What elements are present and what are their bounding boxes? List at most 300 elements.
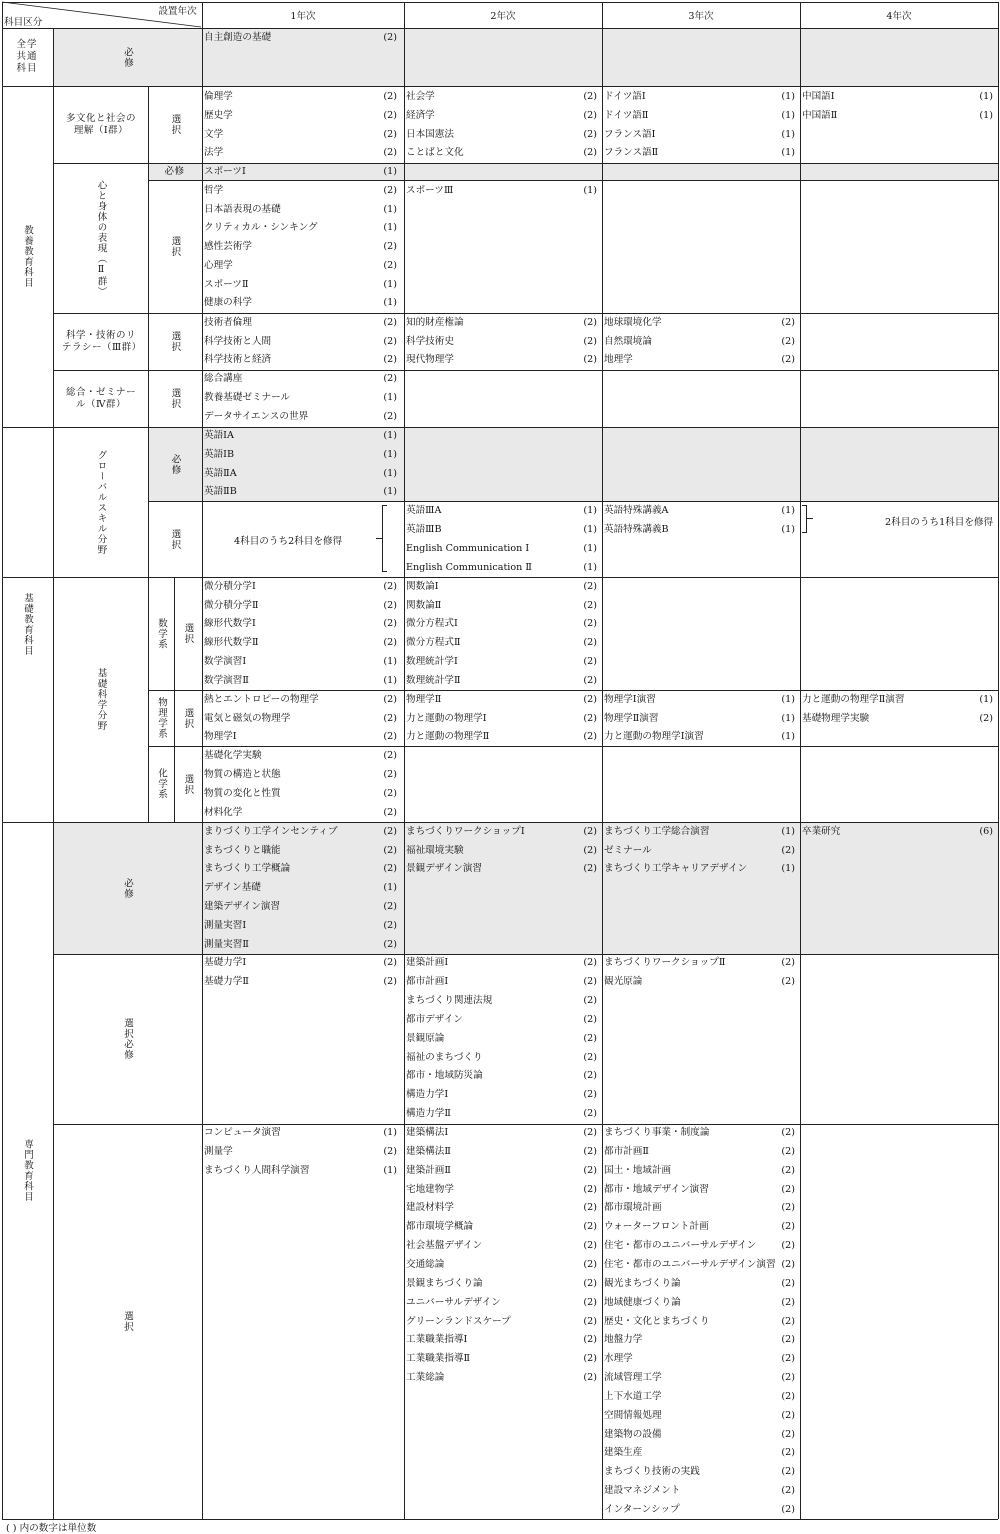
course-name: 社会基盤デザイン (406, 1240, 483, 1251)
course-credit: (2) (583, 1372, 597, 1383)
course-name: 観光原論 (604, 976, 643, 987)
course-name: まりづくり工学インセンティブ (204, 826, 338, 837)
course-credit: (2) (583, 675, 597, 686)
course-name: 測量学 (204, 1146, 233, 1157)
course-name: 基礎力学Ⅱ (204, 976, 249, 987)
english-y4-note: 2科目のうち1科目を修得 (885, 517, 994, 528)
course-credit: (1) (383, 204, 397, 215)
required-bg (148, 163, 998, 180)
course-credit: (2) (583, 863, 597, 874)
course-name: データサイエンスの世界 (204, 411, 309, 422)
year-header-2: 2年次 (490, 11, 516, 22)
group-4: 総合・ゼミナール（Ⅳ群） (65, 386, 136, 410)
course-name: 上下水道工学 (604, 1391, 662, 1402)
course-name: 線形代数学Ⅰ (204, 618, 256, 629)
grid-line (800, 2, 801, 1519)
course-name: 福祉のまちづくり (406, 1052, 483, 1063)
course-credit: (2) (583, 995, 597, 1006)
grid-line (53, 163, 998, 164)
course-credit: (2) (383, 957, 397, 968)
course-credit: (2) (583, 354, 597, 365)
category-kiso: 基礎教育科目 (21, 593, 33, 656)
grid-line (53, 954, 998, 955)
course-credit: (2) (781, 1485, 795, 1496)
course-credit: (2) (383, 694, 397, 705)
course-name: 都市・地域防災論 (406, 1070, 483, 1081)
course-name: 総合講座 (204, 373, 243, 384)
course-credit: (1) (383, 1165, 397, 1176)
grid-line (602, 2, 603, 1519)
course-name: ユニバーサルデザイン (406, 1297, 501, 1308)
course-credit: (2) (583, 600, 597, 611)
course-name: 水理学 (604, 1353, 633, 1364)
course-name: 微分積分学Ⅰ (204, 581, 256, 592)
course-credit: (1) (383, 656, 397, 667)
group-global: グローバルスキル分野 (95, 449, 107, 555)
course-credit: (2) (583, 1127, 597, 1138)
course-credit: (1) (383, 279, 397, 290)
english-y1-note: 4科目のうち2科目を修得 (234, 536, 343, 547)
course-name: 景観原論 (406, 1033, 445, 1044)
course-name: 日本語表現の基礎 (204, 204, 281, 215)
course-name: 科学技術と経済 (204, 354, 272, 365)
course-credit: (2) (781, 1429, 795, 1440)
course-credit: (2) (583, 1202, 597, 1213)
course-credit: (2) (583, 731, 597, 742)
course-credit: (2) (583, 1259, 597, 1270)
bracket (382, 505, 387, 572)
course-name: 英語ⅡA (204, 468, 237, 479)
course-name: ことばと文化 (406, 147, 464, 158)
course-name: ウォーターフロント計画 (604, 1221, 709, 1232)
course-credit: (2) (583, 91, 597, 102)
category-senmon: 専門教育科目 (21, 1139, 33, 1202)
course-name: 建築計画Ⅰ (406, 957, 449, 968)
course-name: 構造力学Ⅱ (406, 1108, 451, 1119)
course-credit: (2) (781, 1297, 795, 1308)
course-name: まちづくりと職能 (204, 845, 281, 856)
course-credit: (2) (383, 807, 397, 818)
course-name: 倫理学 (204, 91, 233, 102)
course-credit: (1) (383, 882, 397, 893)
course-credit: (2) (383, 920, 397, 931)
course-credit: (1) (781, 91, 795, 102)
course-name: 社会学 (406, 91, 435, 102)
course-name: 中国語Ⅰ (802, 91, 835, 102)
course-credit: (2) (781, 1466, 795, 1477)
bracket-tick (807, 518, 813, 519)
course-credit: (1) (979, 110, 993, 121)
course-name: 英語ⅡB (204, 486, 237, 497)
course-credit: (2) (383, 32, 397, 43)
course-credit: (2) (383, 750, 397, 761)
grid-line (2, 577, 998, 578)
grid-line (148, 577, 149, 822)
course-name: 地球環境化学 (604, 317, 662, 328)
course-name: 教養基礎ゼミナール (204, 392, 291, 403)
course-credit: (2) (583, 1221, 597, 1232)
grid-line (53, 28, 54, 1519)
course-credit: (2) (781, 1165, 795, 1176)
course-credit: (2) (383, 788, 397, 799)
course-name: コンピュータ演習 (204, 1127, 281, 1138)
course-credit: (2) (583, 1146, 597, 1157)
course-credit: (2) (781, 1391, 795, 1402)
course-credit: (2) (583, 694, 597, 705)
type-sentaku: 選択 (121, 1311, 133, 1332)
course-name: 都市デザイン (406, 1014, 463, 1025)
subgroup-sugaku: 数学系 (155, 617, 167, 650)
course-name: フランス語Ⅱ (604, 147, 659, 158)
course-name: 都市・地域デザイン演習 (604, 1184, 709, 1195)
course-name: 物理学Ⅰ演習 (604, 694, 656, 705)
course-name: 流域管理工学 (604, 1372, 662, 1383)
course-credit: (2) (383, 129, 397, 140)
course-name: 数理統計学Ⅱ (406, 675, 461, 686)
course-name: 感性芸術学 (204, 241, 252, 252)
course-name: 物理学Ⅰ (204, 731, 237, 742)
type-sentaku: 選択 (182, 707, 194, 729)
course-credit: (1) (383, 297, 397, 308)
course-name: 健康の科学 (204, 297, 252, 308)
course-credit: (2) (781, 1504, 795, 1515)
course-name: 電気と磁気の物理学 (204, 713, 291, 724)
course-credit: (2) (383, 1146, 397, 1157)
course-name: 自主創造の基礎 (204, 32, 272, 43)
course-credit: (1) (781, 713, 795, 724)
course-credit: (2) (583, 618, 597, 629)
course-credit: (2) (781, 1278, 795, 1289)
course-credit: (2) (781, 1410, 795, 1421)
course-credit: (1) (781, 147, 795, 158)
course-name: 哲学 (204, 185, 224, 196)
type-hisshu: 必修 (121, 46, 133, 68)
course-name: まちづくり事業・制度論 (604, 1127, 710, 1138)
course-credit: (2) (583, 976, 597, 987)
course-credit: (2) (383, 901, 397, 912)
course-credit: (1) (979, 694, 993, 705)
course-credit: (2) (781, 354, 795, 365)
course-credit: (1) (781, 826, 795, 837)
course-credit: (1) (383, 486, 397, 497)
course-name: 材料化学 (204, 807, 243, 818)
course-credit: (2) (781, 1316, 795, 1327)
course-credit: (1) (383, 392, 397, 403)
course-name: 空間情報処理 (604, 1410, 662, 1421)
grid-line (2, 2, 3, 1519)
course-credit: (2) (583, 1353, 597, 1364)
course-credit: (2) (781, 1372, 795, 1383)
course-credit: (2) (383, 317, 397, 328)
course-credit: (2) (781, 1447, 795, 1458)
course-credit: (2) (383, 826, 397, 837)
group-3: 科学・技術のリテラシー（Ⅲ群） (62, 329, 142, 353)
course-name: 数学演習Ⅱ (204, 675, 249, 686)
course-credit: (1) (383, 430, 397, 441)
course-credit: (2) (583, 129, 597, 140)
course-credit: (2) (383, 939, 397, 950)
course-credit: (2) (583, 1089, 597, 1100)
course-name: フランス語Ⅰ (604, 129, 656, 140)
course-credit: (2) (583, 1070, 597, 1081)
course-credit: (2) (781, 1127, 795, 1138)
course-name: グリーンランドスケープ (406, 1316, 511, 1327)
course-name: 力と運動の物理学Ⅱ (406, 731, 490, 742)
course-credit: (2) (583, 147, 597, 158)
course-name: まちづくり工学キャリアデザイン (604, 863, 748, 874)
course-name: 地理学 (604, 354, 633, 365)
course-name: 関数論Ⅱ (406, 600, 442, 611)
type-sentaku: 選択 (169, 236, 181, 257)
subgroup-butsuri: 物理学系 (155, 697, 167, 739)
course-credit: (1) (583, 505, 597, 516)
course-name: 数学演習Ⅰ (204, 656, 247, 667)
type-sentaku-hisshu: 選択必修 (121, 1018, 133, 1060)
course-credit: (2) (583, 1334, 597, 1345)
course-credit: (2) (781, 1146, 795, 1157)
year-header-4: 4年次 (886, 11, 912, 22)
course-credit: (1) (383, 222, 397, 233)
course-name: 技術者倫理 (204, 317, 252, 328)
course-credit: (2) (383, 600, 397, 611)
course-credit: (1) (383, 675, 397, 686)
course-credit: (2) (781, 1240, 795, 1251)
grid-line (202, 2, 203, 1519)
course-name: 法学 (204, 147, 224, 158)
course-credit: (2) (781, 957, 795, 968)
type-hisshu: 必修 (169, 453, 181, 475)
course-name: 景観まちづくり論 (406, 1278, 483, 1289)
course-name: 力と運動の物理学Ⅱ演習 (802, 694, 905, 705)
course-credit: (2) (383, 637, 397, 648)
course-credit: (2) (979, 713, 993, 724)
course-credit: (2) (781, 1334, 795, 1345)
course-name: スポーツⅠ (204, 166, 246, 177)
course-name: 測量実習Ⅰ (204, 920, 247, 931)
course-name: 心理学 (204, 260, 233, 271)
bracket (802, 505, 807, 533)
course-name: 基礎物理学実験 (802, 713, 870, 724)
course-credit: (2) (583, 1033, 597, 1044)
course-name: 基礎化学実験 (204, 750, 262, 761)
course-name: 建設材料学 (406, 1202, 454, 1213)
course-credit: (2) (383, 845, 397, 856)
course-credit: (2) (781, 317, 795, 328)
course-name: 英語ⅠA (204, 430, 234, 441)
grid-line (174, 577, 175, 822)
course-credit: (1) (781, 863, 795, 874)
course-name: スポーツⅢ (406, 185, 454, 196)
grid-line (148, 86, 149, 427)
course-credit: (2) (383, 241, 397, 252)
course-name: 微分方程式Ⅱ (406, 637, 461, 648)
course-name: 建設マネジメント (604, 1485, 681, 1496)
course-name: 経済学 (406, 110, 435, 121)
course-name: まちづくりワークショップⅡ (604, 957, 726, 968)
type-hisshu: 必修 (164, 165, 185, 177)
course-credit: (2) (383, 91, 397, 102)
course-name: 英語ⅢA (406, 505, 442, 516)
course-name: 自然環境論 (604, 336, 652, 347)
course-name: 観光まちづくり論 (604, 1278, 681, 1289)
course-credit: (2) (781, 336, 795, 347)
course-credit: (2) (583, 581, 597, 592)
course-credit: (1) (781, 694, 795, 705)
course-credit: (2) (583, 1108, 597, 1119)
course-name: 文学 (204, 129, 224, 140)
course-name: 力と運動の物理学Ⅰ演習 (604, 731, 704, 742)
course-name: 英語ⅢB (406, 524, 442, 535)
course-name: 都市計画Ⅱ (604, 1146, 649, 1157)
type-sentaku: 選択 (169, 388, 181, 409)
course-credit: (2) (583, 845, 597, 856)
course-name: 国土・地域計画 (604, 1165, 672, 1176)
course-name: 物質の構造と状態 (204, 769, 281, 780)
course-credit: (2) (781, 1259, 795, 1270)
course-credit: (2) (383, 354, 397, 365)
course-credit: (1) (583, 543, 597, 554)
course-name: 科学技術と人間 (204, 336, 272, 347)
course-credit: (1) (383, 449, 397, 460)
type-hisshu: 必修 (121, 877, 133, 899)
course-name: 建築計画Ⅱ (406, 1165, 451, 1176)
grid-line (148, 501, 998, 502)
course-credit: (1) (383, 1127, 397, 1138)
course-credit: (2) (583, 317, 597, 328)
course-credit: (1) (583, 524, 597, 535)
course-name: インターンシップ (604, 1504, 680, 1515)
year-header-1: 1年次 (290, 11, 316, 22)
course-credit: (2) (383, 863, 397, 874)
course-credit: (2) (583, 1316, 597, 1327)
course-name: 工業職業指導Ⅰ (406, 1334, 468, 1345)
course-credit: (2) (583, 1240, 597, 1251)
course-name: 卒業研究 (802, 826, 841, 837)
course-credit: (1) (781, 505, 795, 516)
course-credit: (2) (383, 618, 397, 629)
bracket-tick (376, 538, 382, 539)
course-credit: (1) (979, 91, 993, 102)
course-name: 建築構法Ⅱ (406, 1146, 451, 1157)
course-credit: (1) (583, 185, 597, 196)
course-name: 英語ⅠB (204, 449, 235, 460)
required-bg (148, 427, 998, 501)
course-name: 都市環境計画 (604, 1202, 662, 1213)
course-name: 測量実習Ⅱ (204, 939, 249, 950)
course-name: 微分積分学Ⅱ (204, 600, 259, 611)
course-credit: (2) (383, 373, 397, 384)
corner-top-label: 設置年次 (158, 6, 197, 17)
course-credit: (2) (583, 713, 597, 724)
subgroup-kagaku: 化学系 (155, 768, 167, 800)
course-name: 現代物理学 (406, 354, 454, 365)
course-name: 建築生産 (604, 1447, 643, 1458)
course-name: 英語特殊講義A (604, 505, 669, 516)
group-2: 心と身体の表現（Ⅱ群） (95, 179, 107, 297)
grid-line (404, 2, 405, 1519)
course-name: 工業職業指導Ⅱ (406, 1353, 471, 1364)
course-name: 景観デザイン演習 (406, 863, 483, 874)
course-credit: (2) (583, 1297, 597, 1308)
grid-line (53, 313, 998, 314)
course-credit: (1) (583, 562, 597, 573)
footnote: ( ) 内の数字は単位数 (6, 1523, 97, 1534)
course-name: 住宅・都市のユニバーサルデザイン (604, 1240, 757, 1251)
course-credit: (2) (583, 1014, 597, 1025)
course-name: デザイン基礎 (204, 882, 261, 893)
course-name: まちづくり人間科学演習 (204, 1165, 310, 1176)
course-credit: (1) (781, 524, 795, 535)
course-name: 歴史・文化とまちづくり (604, 1316, 710, 1327)
course-name: まちづくりワークショップⅠ (406, 826, 525, 837)
course-name: 物質の変化と性質 (204, 788, 281, 799)
grid-line (998, 2, 999, 1519)
grid-line (148, 746, 998, 747)
corner-bottom-label: 科目区分 (4, 17, 43, 28)
course-credit: (1) (383, 468, 397, 479)
grid-line (2, 427, 998, 428)
course-credit: (2) (583, 1052, 597, 1063)
course-credit: (1) (383, 166, 397, 177)
type-sentaku: 選択 (169, 528, 181, 550)
course-credit: (2) (583, 1184, 597, 1195)
course-name: スポーツⅡ (204, 279, 249, 290)
course-name: 基礎力学Ⅰ (204, 957, 247, 968)
course-credit: (2) (583, 656, 597, 667)
type-sentaku: 選択 (169, 114, 181, 135)
course-name: ゼミナール (604, 845, 652, 856)
course-credit: (1) (781, 129, 795, 140)
course-name: ドイツ語Ⅰ (604, 91, 646, 102)
course-name: 構造力学Ⅰ (406, 1089, 449, 1100)
year-header-3: 3年次 (688, 11, 714, 22)
course-name: 線形代数学Ⅱ (204, 637, 259, 648)
course-name: 知的財産権論 (406, 317, 464, 328)
grid-line (2, 2, 998, 3)
course-name: まちづくり工学総合演習 (604, 826, 710, 837)
grid-line (2, 28, 998, 29)
course-credit: (2) (781, 845, 795, 856)
grid-line (53, 370, 998, 371)
course-name: 英語特殊講義B (604, 524, 669, 535)
course-name: 宅地建物学 (406, 1184, 454, 1195)
course-name: 地域健康づくり論 (604, 1297, 681, 1308)
type-sentaku: 選択 (182, 623, 194, 644)
course-name: English Communication Ⅰ (406, 543, 530, 554)
course-credit: (2) (383, 110, 397, 121)
course-name: 工業総論 (406, 1372, 445, 1383)
course-credit: (2) (781, 1221, 795, 1232)
course-credit: (2) (383, 185, 397, 196)
type-sentaku: 選択 (169, 331, 181, 352)
course-name: まちづくり工学概論 (204, 863, 291, 874)
course-credit: (2) (781, 1202, 795, 1213)
course-credit: (1) (781, 731, 795, 742)
course-name: 地盤力学 (604, 1334, 643, 1345)
type-sentaku: 選択 (182, 773, 194, 795)
course-name: 熱とエントロピーの物理学 (204, 694, 319, 705)
course-name: ドイツ語Ⅱ (604, 110, 649, 121)
course-credit: (1) (781, 110, 795, 121)
course-name: まちづくり技術の実践 (604, 1466, 700, 1477)
course-credit: (2) (383, 336, 397, 347)
course-name: 微分方程式Ⅰ (406, 618, 458, 629)
course-credit: (2) (383, 731, 397, 742)
course-name: 物理学Ⅱ (406, 694, 442, 705)
course-credit: (2) (383, 147, 397, 158)
course-name: 日本国憲法 (406, 129, 454, 140)
course-credit: (2) (583, 957, 597, 968)
